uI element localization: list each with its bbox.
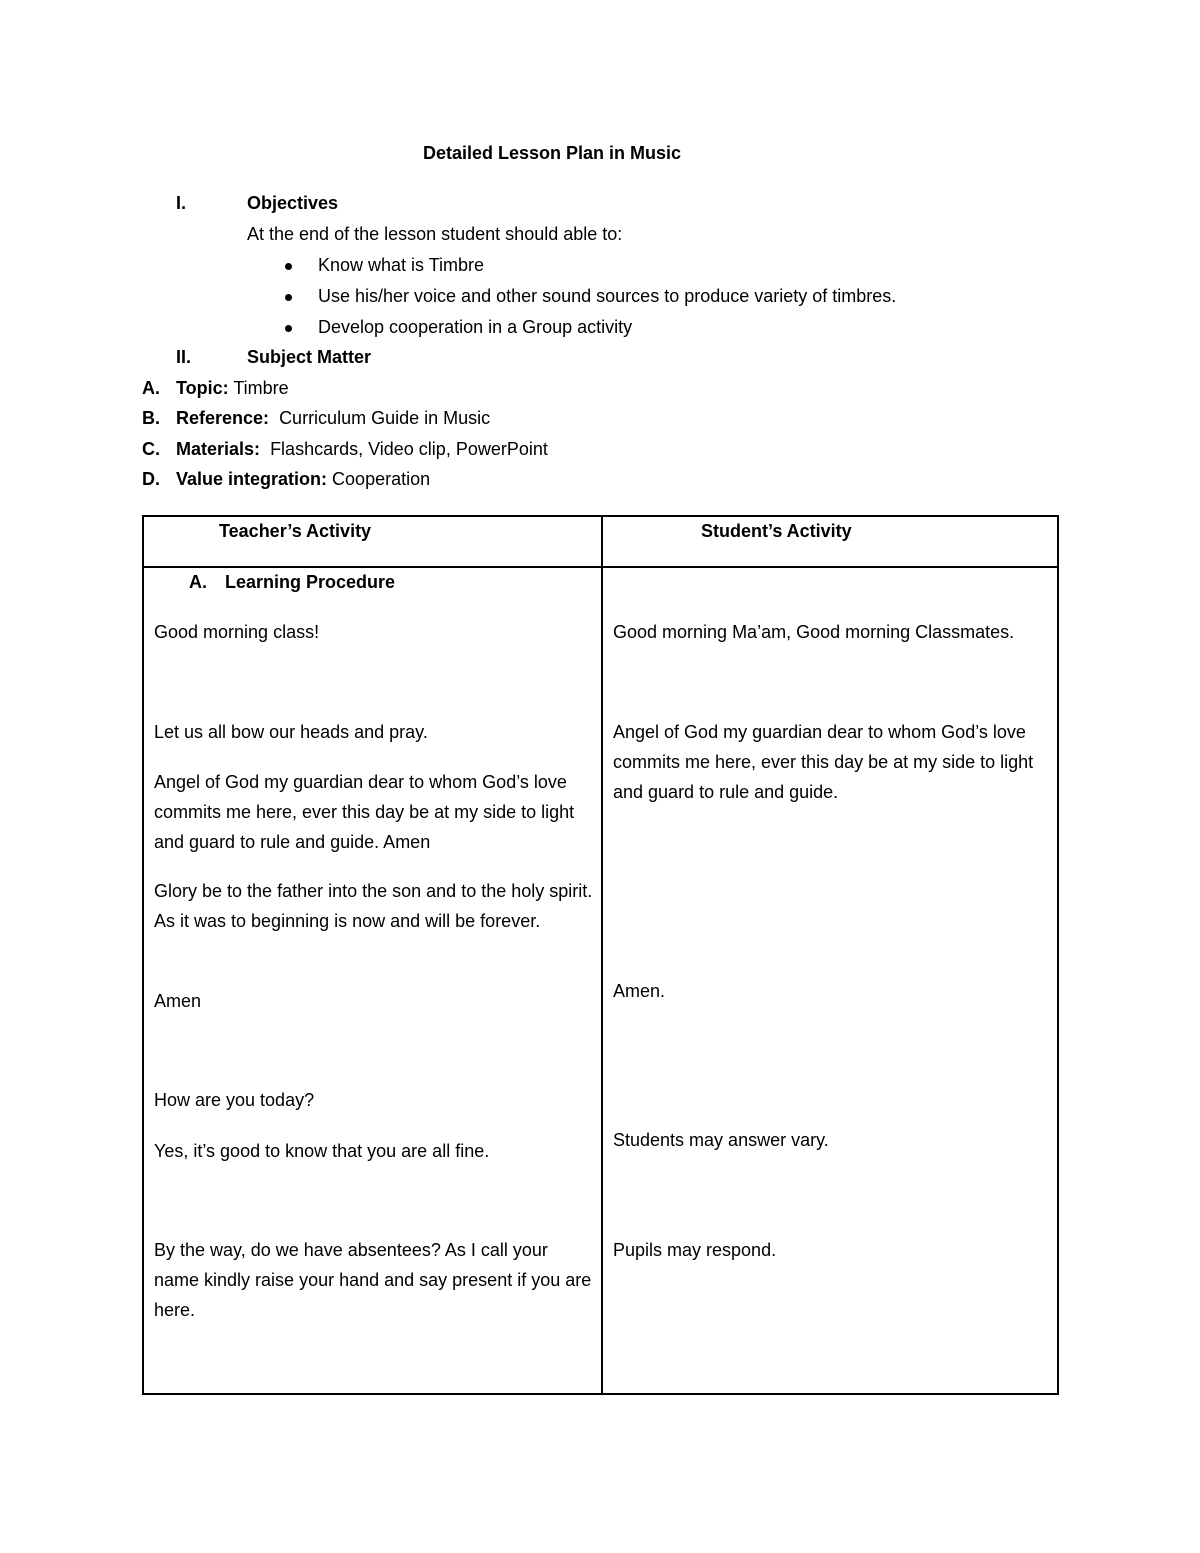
objectives-numeral: I. <box>176 193 187 213</box>
bullet-icon <box>285 263 292 270</box>
subject-item-reference <box>176 408 490 429</box>
subject-matter-heading: Subject Matter <box>247 347 372 367</box>
student-line: Good morning Ma’am, Good morning Classmates. <box>613 622 1015 642</box>
subject-letter: B. <box>142 408 160 428</box>
student-header-cell <box>602 516 1058 567</box>
teacher-line: How are you today? <box>154 1090 315 1110</box>
teacher-line: Good morning class! <box>154 622 320 642</box>
teacher-activity-cell <box>143 567 602 1394</box>
teacher-line: Glory be to the father into the son and to the holy spirit. As it was to beginning is now and will be forever. <box>154 881 593 931</box>
teacher-line: Amen <box>154 991 202 1011</box>
objectives-intro: At the end of the lesson student should able to: <box>247 224 623 244</box>
subject-item-value-integration <box>176 469 430 490</box>
student-header: Student’s Activity <box>701 521 852 541</box>
teacher-line: Let us all bow our heads and pray. <box>154 722 428 742</box>
subject-item-materials <box>176 439 548 460</box>
student-line: Students may answer vary. <box>613 1130 829 1150</box>
subject-letter: D. <box>142 469 160 489</box>
subject-label: Value integration: <box>176 469 328 489</box>
student-line: Angel of God my guardian dear to whom God’s love commits me here, ever this day be at my side to light and guard to rule and guide. <box>613 722 1034 802</box>
subject-value: Timbre <box>233 378 289 398</box>
subject-letter: C. <box>142 439 160 459</box>
subject-label: Reference: <box>176 408 270 428</box>
student-line: Pupils may respond. <box>613 1240 777 1260</box>
teacher-header: Teacher’s Activity <box>219 521 372 541</box>
subject-label: Materials: <box>176 439 261 459</box>
student-activity-cell <box>602 567 1058 1394</box>
subject-matter-numeral: II. <box>176 347 192 367</box>
procedure-letter: A. <box>189 572 207 592</box>
objective-item: Develop cooperation in a Group activity <box>318 317 633 337</box>
subject-value: Cooperation <box>332 469 431 489</box>
teacher-header-cell <box>143 516 602 567</box>
student-line: Amen. <box>613 981 666 1001</box>
subject-value: Curriculum Guide in Music <box>279 408 491 428</box>
objective-item: Know what is Timbre <box>318 255 485 275</box>
subject-letter: A. <box>142 378 160 398</box>
objectives-heading: Objectives <box>247 193 339 213</box>
teacher-line: Yes, it’s good to know that you are all fine. <box>154 1141 490 1161</box>
page-title: Detailed Lesson Plan in Music <box>423 143 682 163</box>
subject-item-topic <box>176 378 289 399</box>
bullet-icon <box>285 294 292 301</box>
teacher-line: Angel of God my guardian dear to whom God’s love commits me here, ever this day be at my side to light and guard to rule and guide. Amen <box>154 772 575 852</box>
activity-table <box>142 515 1059 1395</box>
teacher-line: By the way, do we have absentees? As I call your name kindly raise your hand and say present if you are here. <box>154 1240 592 1320</box>
subject-label: Topic: <box>176 378 229 398</box>
procedure-heading: Learning Procedure <box>225 572 396 592</box>
objective-item: Use his/her voice and other sound sources to produce variety of timbres. <box>318 286 897 306</box>
bullet-icon <box>285 325 292 332</box>
subject-value: Flashcards, Video clip, PowerPoint <box>270 439 548 459</box>
